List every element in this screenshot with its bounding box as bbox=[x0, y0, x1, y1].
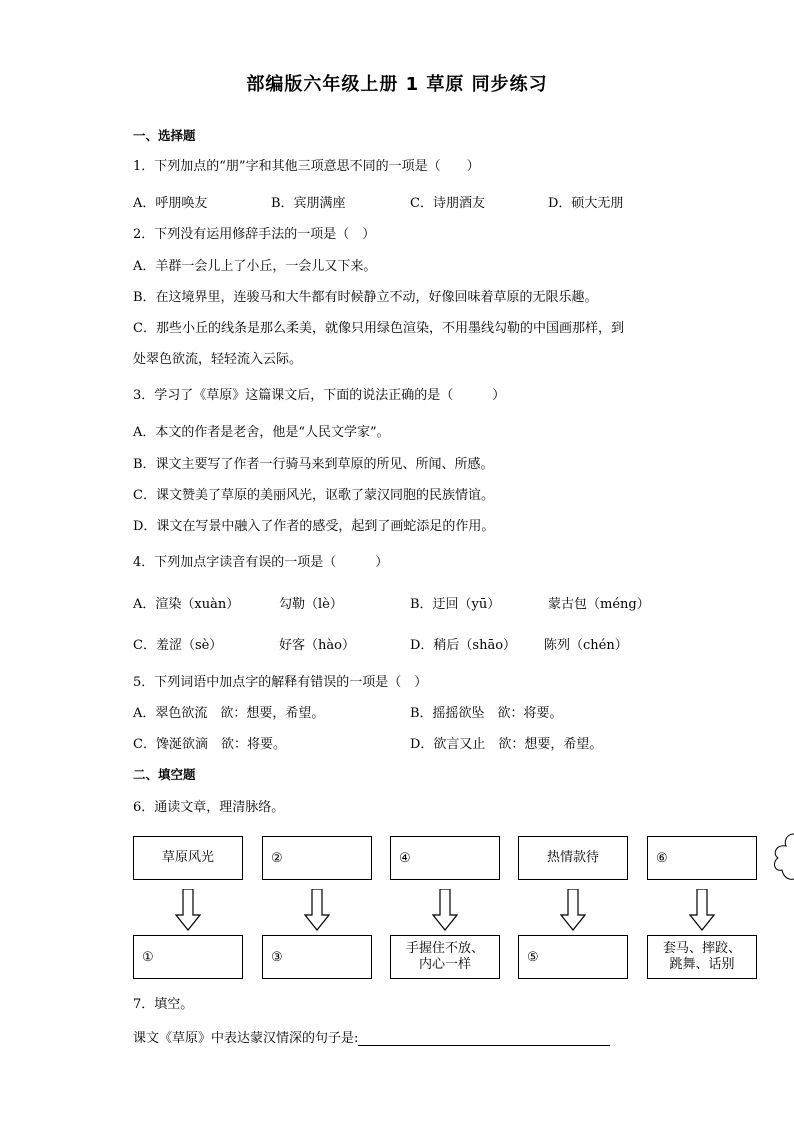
question-4-option-b1: B．迂回（yū） bbox=[410, 597, 501, 612]
question-3-option-d: D．课文在写景中融入了作者的感受，起到了画蛇添足的作用。 bbox=[133, 519, 495, 534]
question-7-stem: 7．填空。 bbox=[133, 997, 194, 1012]
question-2-option-b: B．在这境界里，连骏马和大牛都有时候静立不动，好像回味着草原的无限乐趣。 bbox=[133, 290, 598, 305]
down-arrow-icon bbox=[689, 889, 715, 931]
question-3-option-a: A．本文的作者是老舍，他是“人民文学家”。 bbox=[133, 425, 390, 440]
question-7-line bbox=[133, 1027, 610, 1046]
question-3-stem: 3．学习了《草原》这篇课文后，下面的说法正确的是（ ） bbox=[133, 388, 506, 403]
section-heading-choice: 一、选择题 bbox=[133, 128, 196, 143]
question-6-stem: 6．通读文章，理清脉络。 bbox=[133, 800, 285, 815]
question-3-option-c: C．课文赞美了草原的美丽风光，讴歌了蒙汉同胞的民族情谊。 bbox=[133, 488, 494, 503]
question-1-stem: 1．下列加点的“朋”字和其他三项意思不同的一项是（ ） bbox=[133, 159, 480, 174]
question-1-option-d: D．硕大无朋 bbox=[548, 196, 624, 211]
question-4-option-d2: 陈列（chén） bbox=[544, 638, 628, 653]
question-4-option-d1: D．稍后（shāo） bbox=[410, 638, 517, 653]
flow-top-box-5: ⑥ bbox=[647, 836, 757, 880]
question-2-option-c-continued: 处翠色欲流，轻轻流入云际。 bbox=[133, 352, 303, 367]
question-1-option-a: A．呼朋唤友 bbox=[133, 196, 208, 211]
question-3-option-b: B．课文主要写了作者一行骑马来到草原的所见、所闻、所感。 bbox=[133, 457, 494, 472]
question-2-option-c: C．那些小丘的线条是那么柔美，就像只用绿色渲染，不用墨线勾勒的中国画那样，到 bbox=[133, 321, 624, 336]
question-1-option-b: B．宾朋满座 bbox=[271, 196, 346, 211]
flow-bottom-box-1: ① bbox=[133, 935, 243, 979]
flow-top-box-2: ② bbox=[262, 836, 372, 880]
question-5-option-a: A．翠色欲流 欲：想要，希望。 bbox=[133, 706, 325, 721]
question-4-option-a2: 勾勒（lè） bbox=[279, 597, 343, 612]
flow-top-box-1: 草原风光 bbox=[133, 836, 243, 880]
flow-bottom-box-5: 套马、摔跤、 跳舞、话别 bbox=[647, 935, 757, 979]
flow-top-box-4: 热情款待 bbox=[518, 836, 628, 880]
question-5-stem: 5．下列词语中加点字的解释有错误的一项是（ ） bbox=[133, 675, 428, 690]
down-arrow-icon bbox=[560, 889, 586, 931]
flow-top-box-3: ④ bbox=[390, 836, 500, 880]
question-4-option-b2: 蒙古包（méng） bbox=[548, 597, 650, 612]
question-2-option-a: A．羊群一会儿上了小丘，一会儿又下来。 bbox=[133, 259, 377, 274]
question-1-option-c: C．诗朋酒友 bbox=[410, 196, 485, 211]
question-4-option-c2: 好客（hào） bbox=[279, 638, 355, 653]
flow-bottom-box-3: 手握住不放、 内心一样 bbox=[390, 935, 500, 979]
down-arrow-icon bbox=[175, 889, 201, 931]
flow-bottom-box-2: ③ bbox=[262, 935, 372, 979]
question-5-option-d: D．欲言又止 欲：想要，希望。 bbox=[410, 737, 603, 752]
question-5-option-c: C．馋涎欲滴 欲：将要。 bbox=[133, 737, 286, 752]
question-4-stem: 4．下列加点字读音有误的一项是（ ） bbox=[133, 555, 389, 570]
down-arrow-icon bbox=[304, 889, 330, 931]
question-5-option-b: B．摇摇欲坠 欲：将要。 bbox=[410, 706, 563, 721]
page-title: 部编版六年级上册 1 草原 同步练习 bbox=[246, 74, 548, 95]
down-arrow-icon bbox=[432, 889, 458, 931]
section-heading-fill-in: 二、填空题 bbox=[133, 767, 196, 782]
flow-bottom-box-4: ⑤ bbox=[518, 935, 628, 979]
answer-blank[interactable] bbox=[358, 1031, 610, 1046]
cloud-icon bbox=[770, 830, 794, 886]
question-7-prompt: 课文《草原》中表达蒙汉情深的句子是: bbox=[133, 1031, 359, 1046]
question-4-option-c1: C．羞涩（sè） bbox=[133, 638, 223, 653]
question-2-stem: 2．下列没有运用修辞手法的一项是（ ） bbox=[133, 227, 376, 242]
question-4-option-a1: A．渲染（xuàn） bbox=[133, 597, 240, 612]
